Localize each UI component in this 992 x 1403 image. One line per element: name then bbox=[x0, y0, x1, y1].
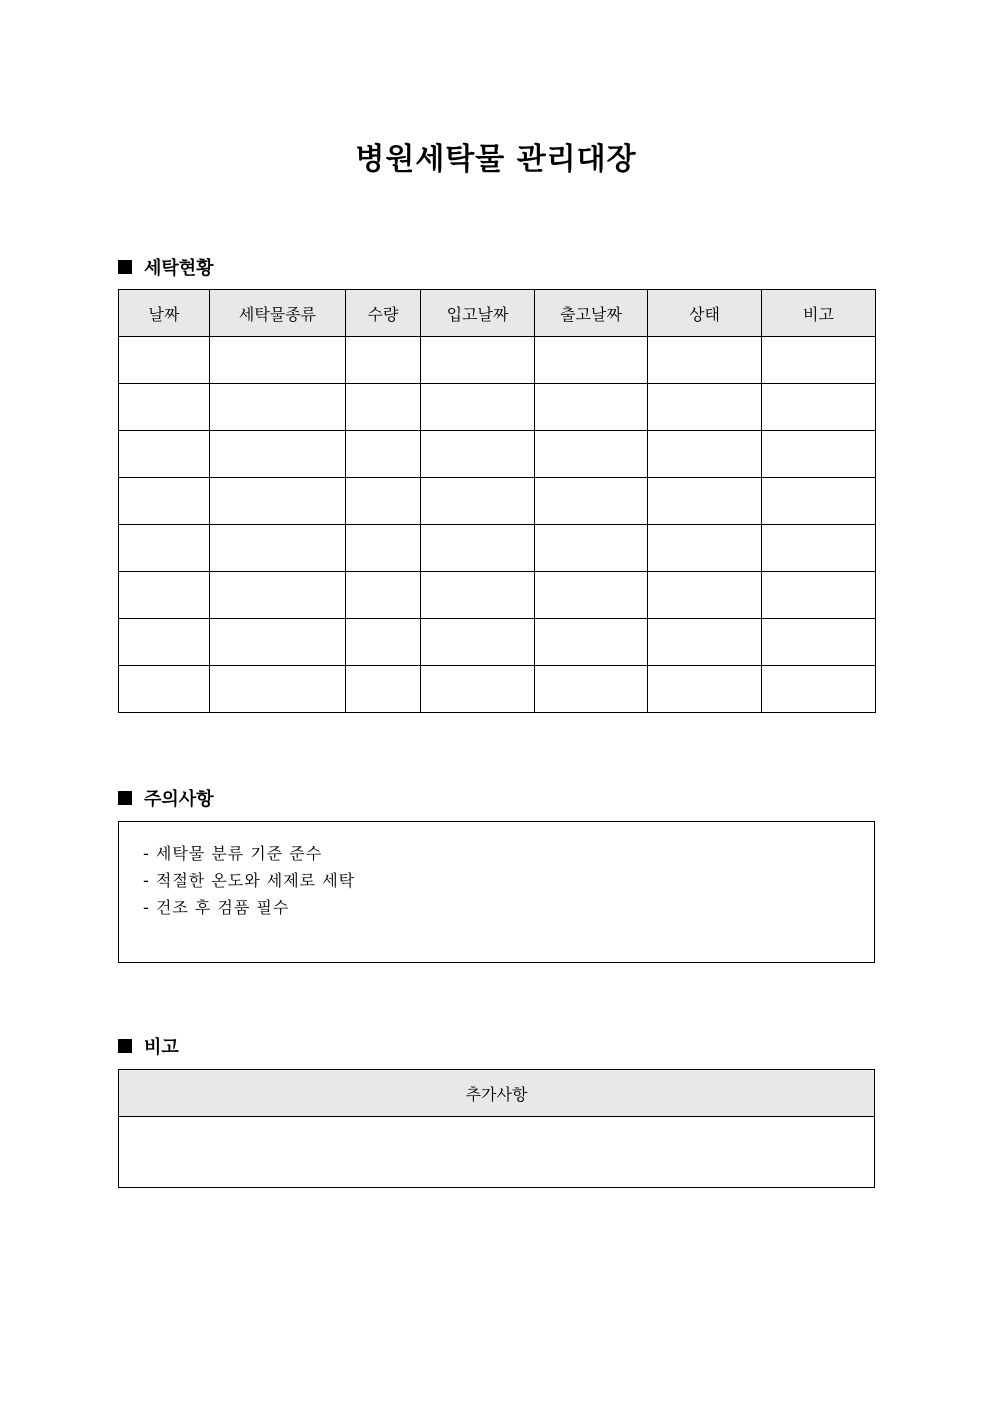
table-row bbox=[119, 1117, 875, 1188]
received-date-cell[interactable] bbox=[421, 431, 535, 478]
received-date-cell[interactable] bbox=[421, 572, 535, 619]
released-date-cell[interactable] bbox=[535, 525, 648, 572]
quantity-cell[interactable] bbox=[346, 572, 421, 619]
quantity-cell[interactable] bbox=[346, 478, 421, 525]
released-date-cell[interactable] bbox=[535, 384, 648, 431]
list-item: - 세탁물 분류 기준 준수 bbox=[143, 844, 323, 863]
column-header-additional-notes: 추가사항 bbox=[119, 1070, 875, 1117]
laundry-type-cell[interactable] bbox=[210, 478, 346, 525]
released-date-cell[interactable] bbox=[535, 666, 648, 713]
remarks-cell[interactable] bbox=[762, 666, 876, 713]
status-cell[interactable] bbox=[648, 572, 762, 619]
table-row bbox=[119, 525, 876, 572]
received-date-cell[interactable] bbox=[421, 619, 535, 666]
remarks-cell[interactable] bbox=[762, 384, 876, 431]
table-header-row bbox=[119, 1070, 875, 1117]
column-header-remarks: 비고 bbox=[762, 290, 876, 337]
column-header-status: 상태 bbox=[648, 290, 762, 337]
section-heading-label: 주의사항 bbox=[144, 789, 214, 810]
list-item: - 건조 후 검품 필수 bbox=[143, 898, 290, 917]
section-heading-remarks bbox=[118, 1033, 179, 1059]
table-header-row bbox=[119, 290, 876, 337]
column-header-quantity: 수량 bbox=[346, 290, 421, 337]
date-cell[interactable] bbox=[119, 384, 210, 431]
laundry-type-cell[interactable] bbox=[210, 666, 346, 713]
remarks-table bbox=[118, 1069, 875, 1188]
laundry-type-cell[interactable] bbox=[210, 337, 346, 384]
released-date-cell[interactable] bbox=[535, 619, 648, 666]
quantity-cell[interactable] bbox=[346, 384, 421, 431]
column-header-date: 날짜 bbox=[119, 290, 210, 337]
quantity-cell[interactable] bbox=[346, 525, 421, 572]
remarks-cell[interactable] bbox=[762, 478, 876, 525]
remarks-cell[interactable] bbox=[762, 572, 876, 619]
date-cell[interactable] bbox=[119, 666, 210, 713]
quantity-cell[interactable] bbox=[346, 431, 421, 478]
square-bullet-icon bbox=[118, 791, 132, 805]
status-cell[interactable] bbox=[648, 666, 762, 713]
square-bullet-icon bbox=[118, 1039, 132, 1053]
section-heading-label: 세탁현황 bbox=[144, 258, 214, 279]
status-cell[interactable] bbox=[648, 525, 762, 572]
status-cell[interactable] bbox=[648, 478, 762, 525]
status-cell[interactable] bbox=[648, 337, 762, 384]
column-header-released-date: 출고날짜 bbox=[535, 290, 648, 337]
laundry-type-cell[interactable] bbox=[210, 384, 346, 431]
table-row bbox=[119, 572, 876, 619]
table-row bbox=[119, 478, 876, 525]
precautions-list bbox=[119, 822, 874, 921]
remarks-cell[interactable] bbox=[762, 431, 876, 478]
table-row bbox=[119, 666, 876, 713]
quantity-cell[interactable] bbox=[346, 337, 421, 384]
laundry-type-cell[interactable] bbox=[210, 572, 346, 619]
date-cell[interactable] bbox=[119, 572, 210, 619]
list-item: - 적절한 온도와 세제로 세탁 bbox=[143, 871, 356, 890]
laundry-type-cell[interactable] bbox=[210, 619, 346, 666]
square-bullet-icon bbox=[118, 260, 132, 274]
table-row bbox=[119, 619, 876, 666]
date-cell[interactable] bbox=[119, 431, 210, 478]
page-title: 병원세탁물 관리대장 bbox=[355, 142, 637, 177]
table-row bbox=[119, 431, 876, 478]
date-cell[interactable] bbox=[119, 619, 210, 666]
received-date-cell[interactable] bbox=[421, 525, 535, 572]
status-cell[interactable] bbox=[648, 384, 762, 431]
date-cell[interactable] bbox=[119, 337, 210, 384]
date-cell[interactable] bbox=[119, 525, 210, 572]
section-heading-label: 비고 bbox=[144, 1037, 179, 1058]
remarks-cell[interactable] bbox=[762, 337, 876, 384]
status-cell[interactable] bbox=[648, 619, 762, 666]
released-date-cell[interactable] bbox=[535, 572, 648, 619]
remarks-cell[interactable] bbox=[762, 619, 876, 666]
remarks-cell[interactable] bbox=[762, 525, 876, 572]
status-cell[interactable] bbox=[648, 431, 762, 478]
laundry-type-cell[interactable] bbox=[210, 525, 346, 572]
received-date-cell[interactable] bbox=[421, 478, 535, 525]
column-header-received-date: 입고날짜 bbox=[421, 290, 535, 337]
quantity-cell[interactable] bbox=[346, 619, 421, 666]
date-cell[interactable] bbox=[119, 478, 210, 525]
received-date-cell[interactable] bbox=[421, 666, 535, 713]
released-date-cell[interactable] bbox=[535, 431, 648, 478]
quantity-cell[interactable] bbox=[346, 666, 421, 713]
received-date-cell[interactable] bbox=[421, 337, 535, 384]
column-header-laundry-type: 세탁물종류 bbox=[210, 290, 346, 337]
section-heading-precautions bbox=[118, 785, 214, 811]
released-date-cell[interactable] bbox=[535, 478, 648, 525]
received-date-cell[interactable] bbox=[421, 384, 535, 431]
table-row bbox=[119, 384, 876, 431]
precautions-box bbox=[118, 821, 875, 963]
laundry-type-cell[interactable] bbox=[210, 431, 346, 478]
additional-notes-cell[interactable] bbox=[119, 1117, 875, 1188]
released-date-cell[interactable] bbox=[535, 337, 648, 384]
table-row bbox=[119, 337, 876, 384]
section-heading-laundry-status bbox=[118, 254, 214, 280]
laundry-status-table bbox=[118, 289, 876, 713]
